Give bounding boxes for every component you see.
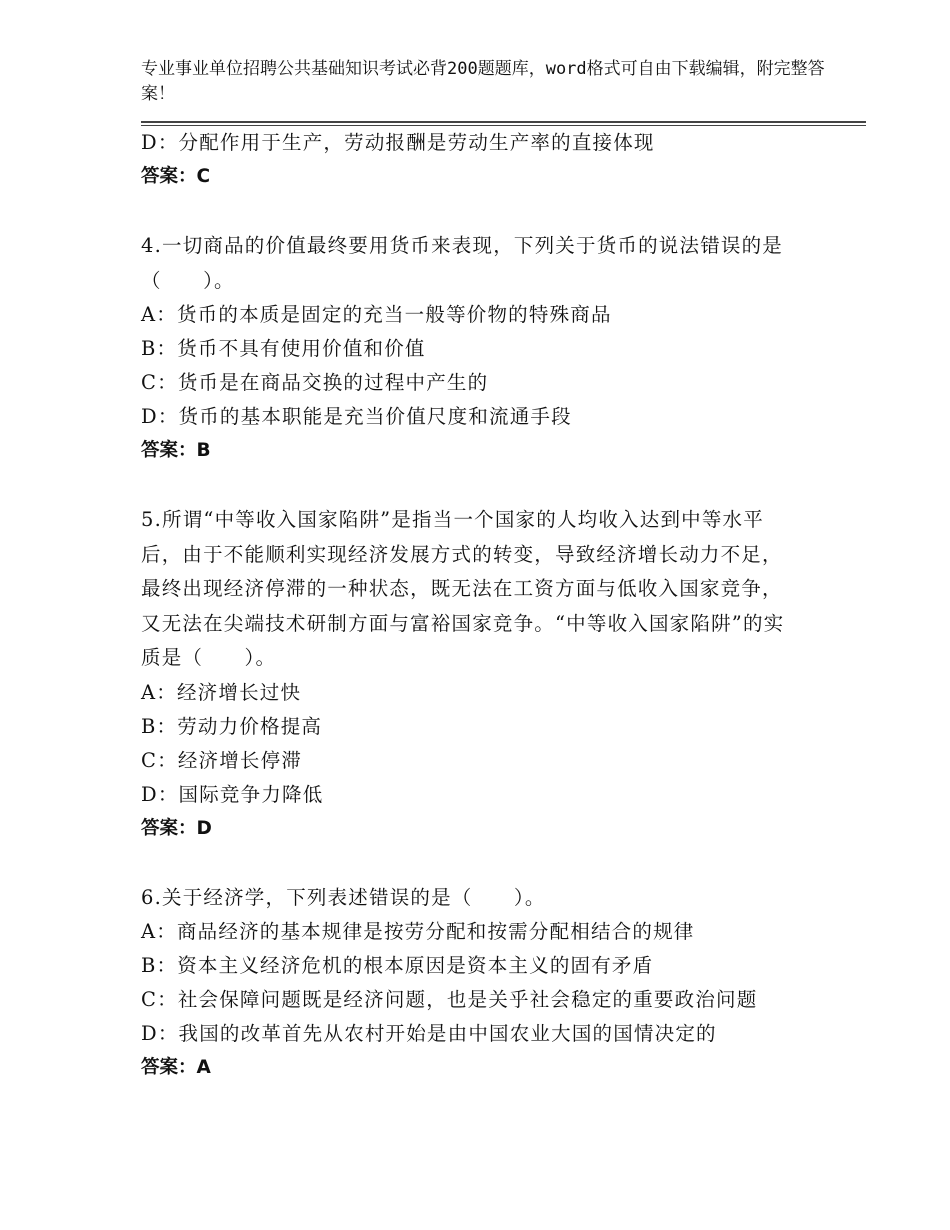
answer-label: 答案：A — [141, 1057, 211, 1078]
question-content — [141, 126, 801, 1085]
option-c: C：经济增长停滞 — [141, 748, 303, 772]
option-a: A：经济增长过快 — [141, 680, 302, 704]
question-5 — [141, 503, 801, 846]
option-a: A：货币的本质是固定的充当一般等价物的特殊商品 — [141, 303, 612, 326]
carryover-option-d: D：分配作用于生产，劳动报酬是劳动生产率的直接体现 — [141, 131, 655, 154]
option-b: B：资本主义经济危机的根本原因是资本主义的固有矛盾 — [141, 954, 654, 977]
question-stem: 4.一切商品的价值最终要用货币来表现，下列关于货币的说法错误的是（ ）。 — [141, 234, 784, 292]
carryover-answer: 答案：C — [141, 166, 211, 187]
option-d: D：国际竞争力降低 — [141, 782, 324, 806]
option-a: A：商品经济的基本规律是按劳分配和按需分配相结合的规律 — [141, 920, 695, 943]
question-stem: 5.所谓“中等收入国家陷阱”是指当一个国家的人均收入达到中等水平后，由于不能顺利实现经济发展方式的转变，导致经济增长动力不足，最终出现经济停滞的一种状态，既无法在工资方面与低收入国家竞争，又无法在尖端技术研制方面与富裕国家竞争。“中等收入国家陷阱”的实质是（ ）。 — [141, 508, 785, 669]
option-d: D：货币的基本职能是充当价值尺度和流通手段 — [141, 405, 572, 428]
option-b: B：货币不具有使用价值和价值 — [141, 337, 426, 360]
option-b: B：劳动力价格提高 — [141, 714, 323, 738]
question-4 — [141, 229, 801, 468]
answer-label: 答案：B — [141, 440, 211, 461]
option-c: C：货币是在商品交换的过程中产生的 — [141, 371, 489, 394]
question-stem: 6.关于经济学，下列表述错误的是（ ）。 — [141, 885, 546, 909]
option-c: C：社会保障问题既是经济问题，也是关乎社会稳定的重要政治问题 — [141, 988, 758, 1011]
option-d: D：我国的改革首先从农村开始是由中国农业大国的国情决定的 — [141, 1022, 717, 1045]
document-header: 专业事业单位招聘公共基础知识考试必背200题题库，word格式可自由下载编辑，附完整答案！ — [141, 59, 825, 104]
answer-label: 答案：D — [141, 817, 212, 839]
question-6 — [141, 881, 801, 1086]
header-rule-thick — [141, 121, 866, 123]
